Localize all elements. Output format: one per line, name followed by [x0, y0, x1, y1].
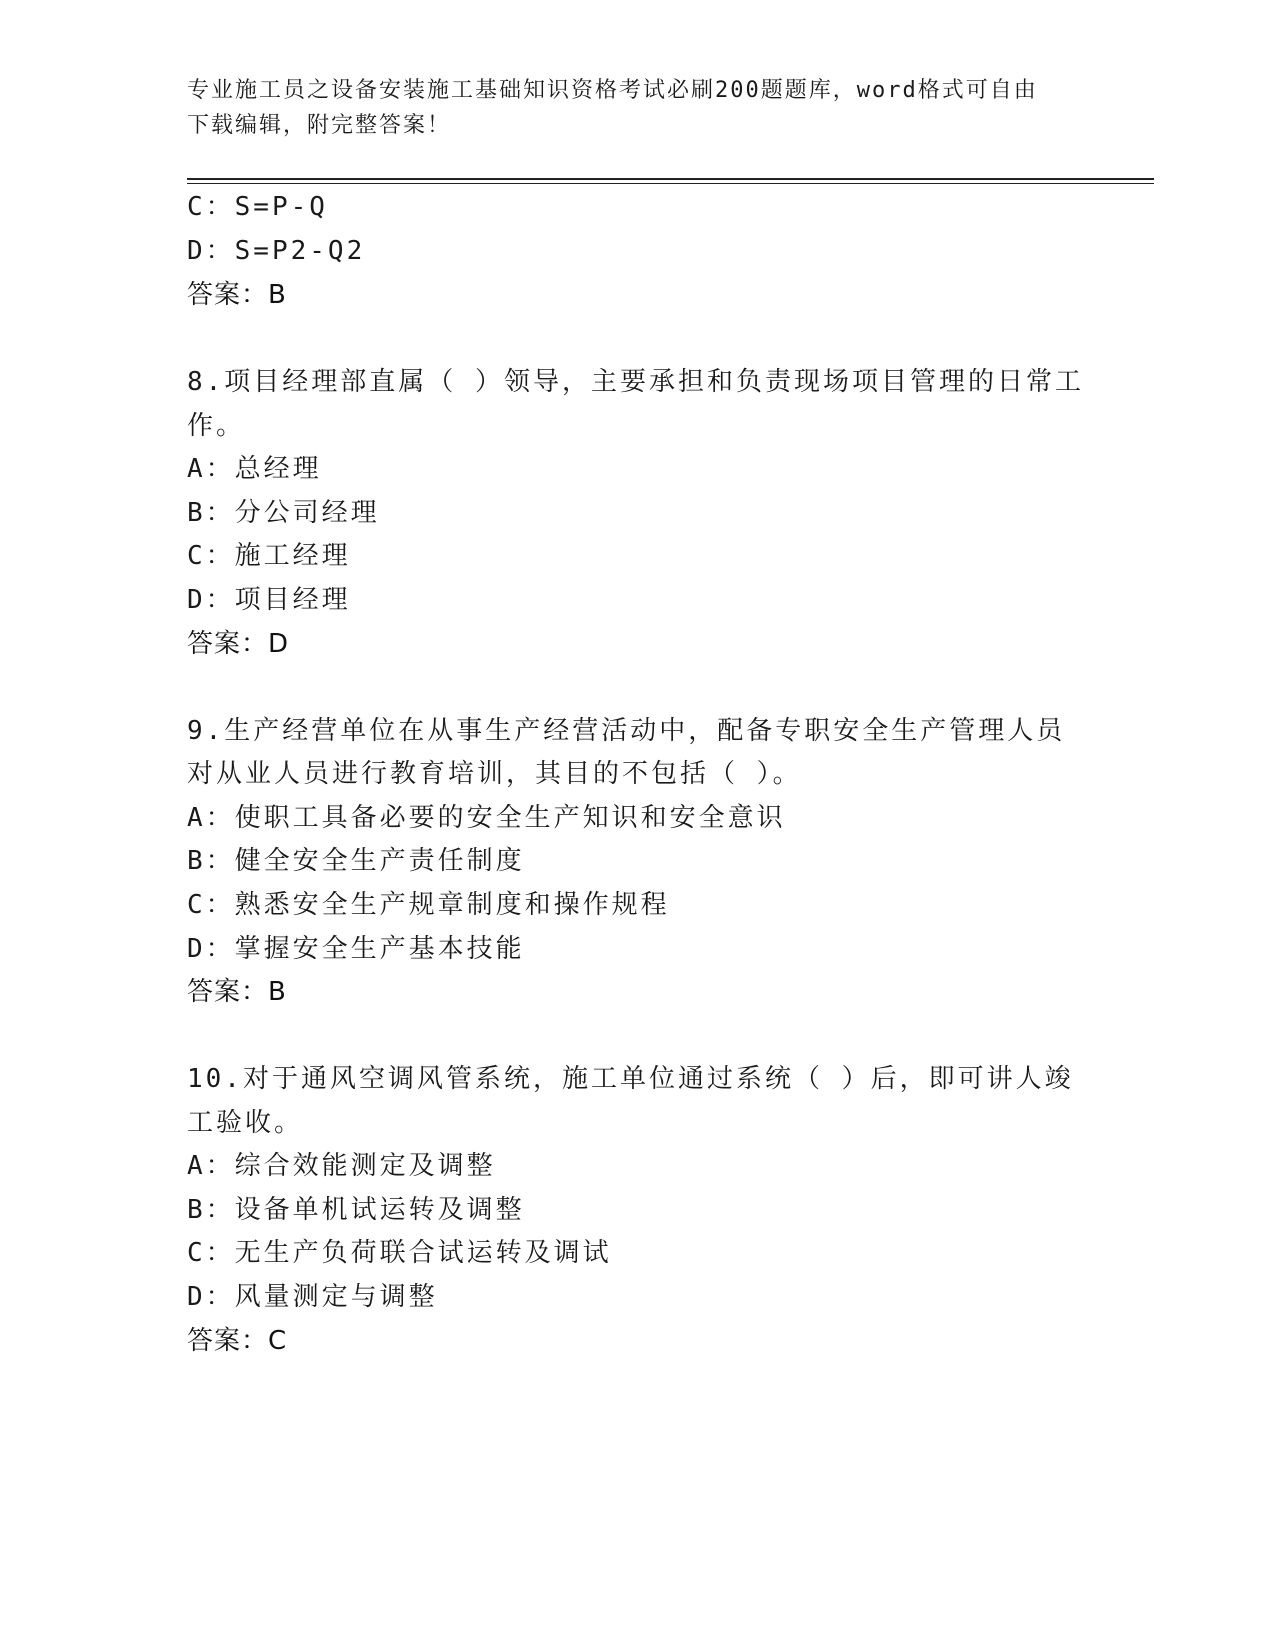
q10-stem-line-2: 工验收。	[187, 1108, 304, 1138]
q8-stem-line-2: 作。	[187, 411, 246, 441]
q9-answer: 答案：B	[187, 977, 287, 1007]
q9-stem-line-1: 9.生产经营单位在从事生产经营活动中，配备专职安全生产管理人员	[187, 716, 1066, 746]
q10-stem-line-1: 10.对于通风空调风管系统，施工单位通过系统（ ）后，即可讲人竣	[187, 1064, 1074, 1094]
prev-option-d: D：S=P2-Q2	[187, 236, 366, 266]
header-divider-thick	[187, 178, 1154, 180]
prev-answer: 答案：B	[187, 280, 287, 310]
q8-option-a: A：总经理	[187, 454, 322, 484]
q10-option-d: D：风量测定与调整	[187, 1282, 438, 1312]
q8-answer: 答案：D	[187, 629, 290, 659]
q9-option-c: C：熟悉安全生产规章制度和操作规程	[187, 890, 670, 920]
q8-option-c: C：施工经理	[187, 541, 351, 571]
q10-option-b: B：设备单机试运转及调整	[187, 1195, 525, 1225]
q9-stem-line-2: 对从业人员进行教育培训，其目的不包括（ ）。	[187, 759, 802, 789]
q10-option-c: C：无生产负荷联合试运转及调试	[187, 1238, 612, 1268]
document-header	[187, 73, 1067, 143]
header-line-2: 下载编辑，附完整答案！	[187, 113, 452, 138]
header-divider-thin	[187, 183, 1154, 184]
q9-option-a: A：使职工具备必要的安全生产知识和安全意识	[187, 803, 786, 833]
q10-option-a: A：综合效能测定及调整	[187, 1151, 496, 1181]
q8-stem-line-1: 8.项目经理部直属（ ）领导，主要承担和负责现场项目管理的日常工	[187, 367, 1084, 397]
q9-option-b: B：健全安全生产责任制度	[187, 846, 525, 876]
q8-option-d: D：项目经理	[187, 585, 351, 615]
header-line-1: 专业施工员之设备安装施工基础知识资格考试必刷200题题库，word格式可自由	[187, 78, 1038, 103]
q8-option-b: B：分公司经理	[187, 498, 380, 528]
prev-option-c: C：S=P-Q	[187, 192, 328, 222]
q10-answer: 答案：C	[187, 1326, 288, 1356]
q9-option-d: D：掌握安全生产基本技能	[187, 934, 525, 964]
